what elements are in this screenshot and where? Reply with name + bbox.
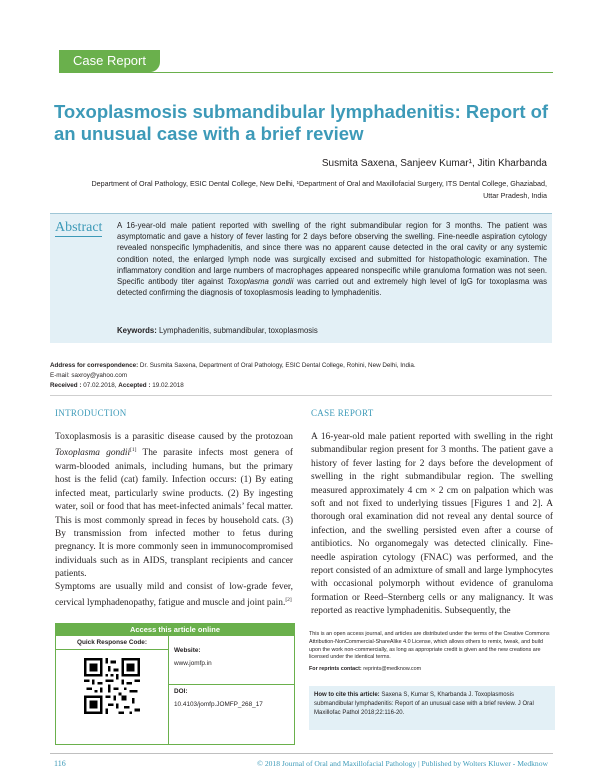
keywords bbox=[117, 326, 318, 335]
section-divider bbox=[59, 72, 553, 73]
article-info-panel bbox=[174, 636, 294, 744]
case-report-heading: CASE REPORT bbox=[311, 408, 374, 418]
info-divider bbox=[169, 684, 294, 685]
accepted-date: 19.02.2018 bbox=[150, 381, 184, 389]
qr-code-icon[interactable] bbox=[84, 658, 140, 714]
reference-1[interactable]: [1] bbox=[130, 447, 137, 454]
intro-text-2: Symptoms are usually mild and consist of low-grade fever, cervical lymphadenopathy, fatigue and muscle and joint pain. bbox=[55, 582, 293, 609]
case-report-text: A 16-year-old male patient reported with swelling in the right submandibular region present for 3 months. The patient gave a history of fever lasting for 2 days before the development of swelling in the right submandibular region. The swelling measured approximately 4 cm × 2 cm on palpation which was soft and not fixed to underlying tissues [Figures 1 and 2]. A thorough oral examination did not reveal any dental source of infection, and the swelling persisted even after a course of antibiotics. No organomegaly was detected clinically. Fine-needle aspiration cytology (FNAC) was performed, and the report consisted of an admixture of small and large lymphocytes with occasional polymorph without evidence of granuloma formation or Reed–Sternberg cells or any malignancy. It was reported as reactive lymphadenitis. Subsequently, the bbox=[311, 432, 553, 617]
website-link[interactable]: www.jomfp.in bbox=[174, 660, 212, 667]
abstract-text bbox=[117, 220, 547, 298]
footer-copyright: © 2018 Journal of Oral and Maxillofacial Pathology | Published by Wolters Kluwer - Medknow bbox=[257, 759, 548, 768]
correspondence-email[interactable]: E-mail: saxroy@yahoo.com bbox=[50, 371, 128, 379]
qr-label: Quick Response Code: bbox=[56, 636, 168, 650]
citation-label: How to cite this article: bbox=[314, 692, 380, 698]
accepted-label: Accepted : bbox=[118, 381, 151, 389]
citation-text: Saxena S, Kumar S, Kharbanda J. Toxoplasmosis submandibular lymphadenitis: Report of an unusual case with a brief review. J Oral Maxillofac Pathol 2018;22:116-20. bbox=[314, 692, 534, 716]
reprints-label: For reprints contact: bbox=[309, 666, 362, 673]
website-label: Website: bbox=[174, 647, 201, 654]
access-heading: Access this article online bbox=[56, 624, 294, 636]
received-label: Received : bbox=[50, 381, 82, 389]
intro-text: Toxoplasmosis is a parasitic disease caused by the protozoan bbox=[55, 432, 293, 442]
correspondence-address: Dr. Susmita Saxena, Department of Oral Pathology, ESIC Dental College, Rohini, New Delhi, India. bbox=[138, 362, 416, 369]
reprints-email[interactable]: reprints@medknow.com bbox=[361, 666, 422, 673]
introduction-paragraph-2 bbox=[55, 581, 293, 611]
section-tab: Case Report bbox=[59, 50, 160, 72]
doi-label: DOI: bbox=[174, 688, 188, 695]
abstract-organism: Toxoplasma gondii bbox=[227, 277, 294, 287]
access-article-box bbox=[55, 623, 295, 745]
citation-box bbox=[309, 686, 555, 730]
correspondence-label: Address for correspondence: bbox=[50, 362, 139, 369]
introduction-paragraph-1 bbox=[55, 431, 293, 582]
affiliations: Department of Oral Pathology, ESIC Dental College, New Delhi, ¹Department of Oral and Maxillofacial Surgery, ITS Dental College, Ghaziabad, Uttar Pradesh, India bbox=[91, 179, 547, 200]
reference-2[interactable]: [2] bbox=[285, 597, 292, 604]
organism-name: Toxoplasma gondii bbox=[55, 448, 131, 459]
page-number: 116 bbox=[54, 759, 66, 768]
article-title: Toxoplasmosis submandibular lymphadenitis: Report of an unusual case with a brief review bbox=[54, 101, 549, 144]
correspondence-divider bbox=[50, 395, 552, 396]
author-list: Susmita Saxena, Sanjeev Kumar¹, Jitin Kharbanda bbox=[321, 158, 547, 169]
abstract-heading: Abstract bbox=[55, 220, 103, 235]
received-date: 07.02.2018, bbox=[81, 381, 119, 389]
keywords-label: Keywords: bbox=[117, 326, 157, 335]
abstract-body: A 16-year-old male patient reported with swelling of the right submandibular region for 3 months. The patient was asymptomatic and gave a history of fever lasting for 2 days before observing the swelling. Fine-needle aspiration cytology revealed nonspecific lymphadenitis, and since there was no apparent cause detected in the oral cavity or any systemic condition noted, the enlarged lymph node was surgically excised and submitted for histopathologic examination. The inflammatory condition and large numbers of macrophages appeared nonspecific while granuloma formation was not seen. Specific antibody titer against bbox=[117, 221, 547, 287]
footer-divider bbox=[50, 753, 553, 754]
license-notice bbox=[309, 631, 555, 674]
doi-link[interactable]: 10.4103/jomfp.JOMFP_268_17 bbox=[174, 701, 263, 708]
qr-panel bbox=[56, 636, 169, 744]
intro-text-cont: The parasite infects most genera of warm-blooded animals, including humans, but the primary host is the felid (cat) family. Infection occurs: (1) By eating infected meat, particularly swine products. (2) By ingesting water, soil or food that has meet-infected animals’ fecal matter. This is most commonly spread in feces by household cats. (3) By transmission from infected mother to fetus during pregnancy. It is more commonly seen in immunocompromised individuals such as in AIDS, transplant recipients and cancer patients. bbox=[55, 448, 293, 580]
abstract-body-end: was carried out and extremely high level of IgG for toxoplasma was detected confirming the diagnosis of toxoplasmosis leading to lymphadenitis. bbox=[117, 277, 547, 298]
correspondence-block bbox=[50, 361, 550, 390]
abstract-box bbox=[50, 213, 552, 343]
license-text: This is an open access journal, and articles are distributed under the terms of the Creative Commons Attribution-NonCommercial-ShareAlike 4.0 License, which allows others to remix, tweak, and build upon the work non-commercially, as long as appropriate credit is given and the new creations are licensed under the identical terms. bbox=[309, 631, 550, 661]
introduction-heading: INTRODUCTION bbox=[55, 408, 127, 418]
keywords-list: Lymphadenitis, submandibular, toxoplasmosis bbox=[156, 326, 318, 335]
